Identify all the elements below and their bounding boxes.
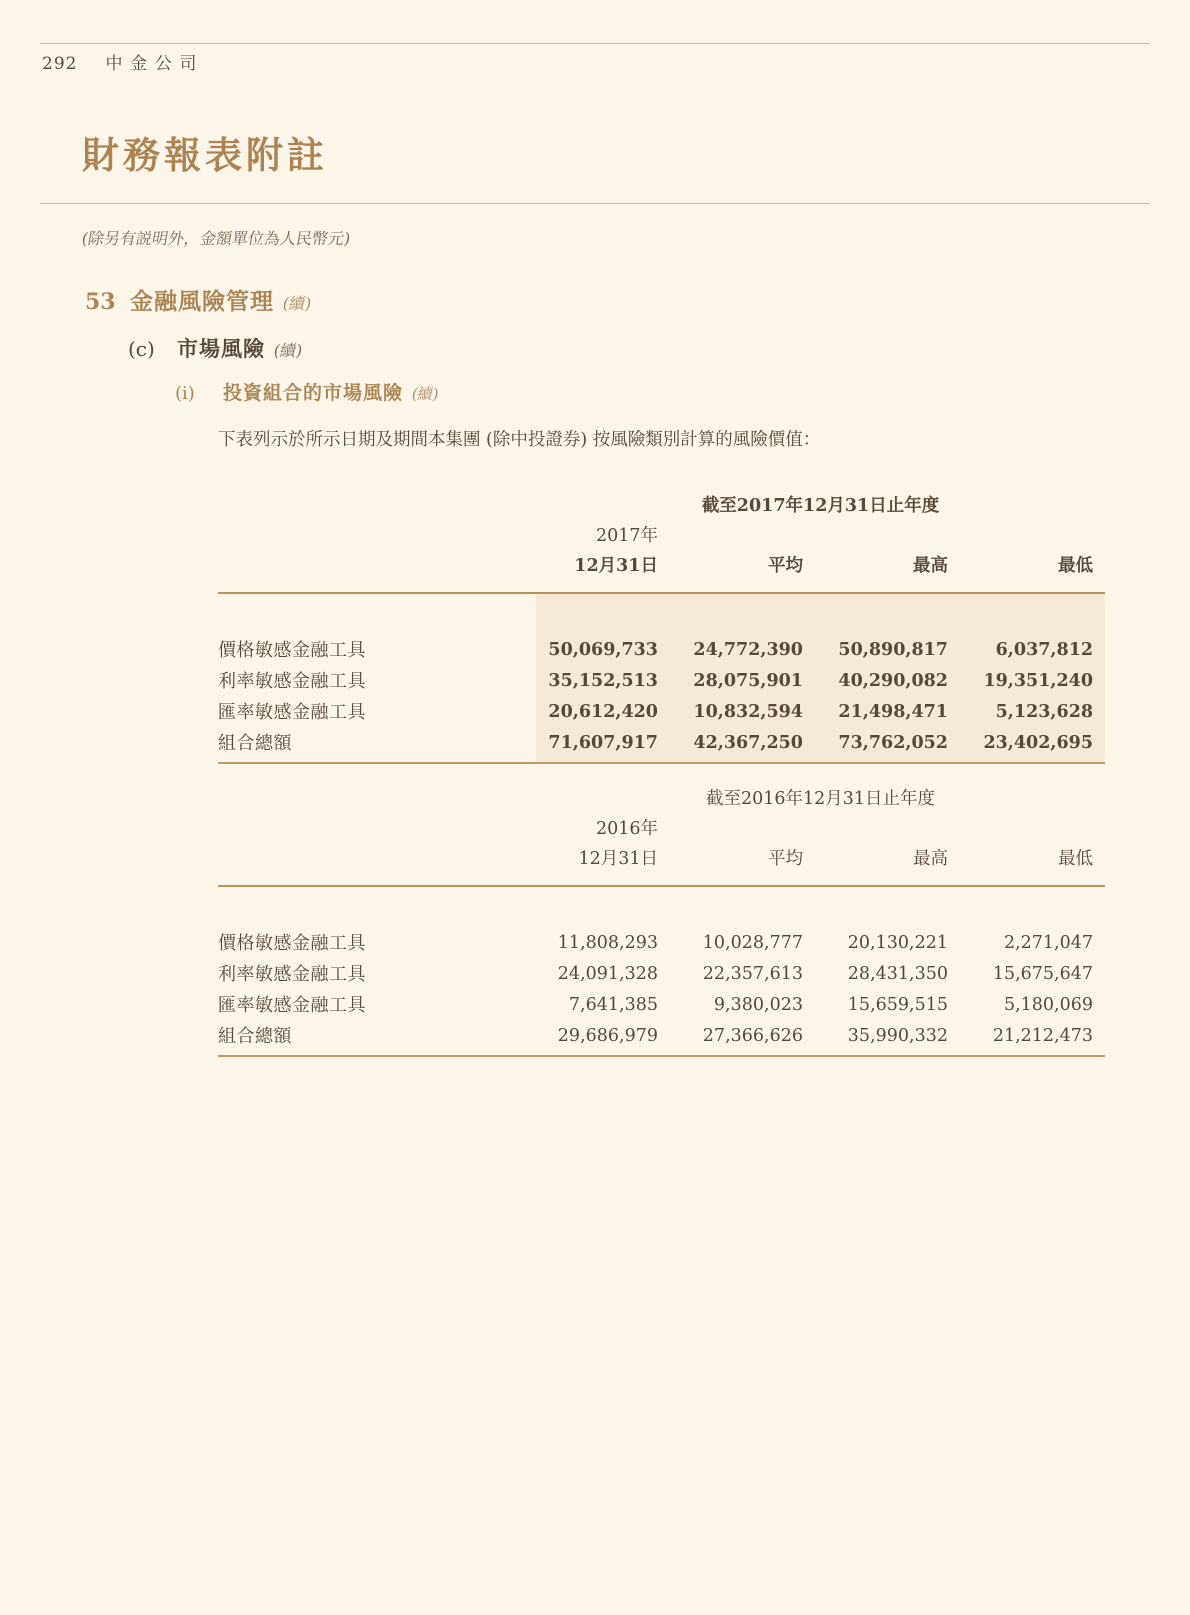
table-row: [218, 635, 1105, 666]
value-cell: 15,675,647: [992, 964, 1094, 984]
section-title: 金融風險管理: [130, 288, 274, 315]
value-cell: 28,075,901: [672, 666, 817, 697]
value-cell: 15,659,515: [847, 995, 948, 1015]
subsection-c-label: (c): [128, 337, 155, 361]
year-row: [218, 521, 1105, 551]
table-row-total: [218, 1021, 1105, 1056]
value-cell: 21,498,471: [817, 697, 962, 728]
table-row-total: [218, 728, 1105, 763]
value-cell: 22,357,613: [702, 964, 803, 984]
continued-marker: (續): [272, 341, 304, 360]
value-cell: 35,152,513: [536, 666, 672, 697]
col-header-lowest: 最低: [962, 551, 1105, 593]
var-table-2017: [218, 491, 1105, 764]
value-cell: 42,367,250: [672, 728, 817, 763]
value-cell: 20,612,420: [536, 697, 672, 728]
col-header-highest: 最高: [817, 551, 962, 593]
row-label: 利率敏感金融工具: [218, 964, 366, 985]
subsection-i-heading: [175, 378, 1190, 405]
row-label: 組合總額: [218, 1021, 536, 1056]
col-header-date: 12月31日: [536, 551, 672, 593]
value-cell: 10,028,777: [702, 933, 803, 953]
intro-paragraph: 下表列示於所示日期及期間本集團 (除中投證券) 按風險類別計算的風險價值：: [218, 430, 821, 450]
value-cell: 50,069,733: [536, 635, 672, 666]
page-title: 財務報表附註: [82, 133, 328, 177]
value-cell: 23,402,695: [962, 728, 1105, 763]
title-band: [40, 75, 1150, 204]
row-label: 匯率敏感金融工具: [218, 702, 366, 723]
value-cell: 19,351,240: [962, 666, 1105, 697]
subsection-i-label: (i): [175, 383, 195, 404]
value-cell: 73,762,052: [817, 728, 962, 763]
value-cell: 35,990,332: [817, 1021, 962, 1056]
table-row: [218, 697, 1105, 728]
subsection-c-title: 市場風險: [177, 336, 265, 361]
period-header-row: [218, 491, 1105, 521]
value-cell: 5,123,628: [962, 697, 1105, 728]
currency-unit-note: (除另有説明外，金額單位為人民幣元): [80, 229, 352, 248]
value-cell: 28,431,350: [847, 964, 948, 984]
column-header-row: [218, 551, 1105, 593]
value-cell: 27,366,626: [672, 1021, 817, 1056]
col-header-year: 2016年: [595, 819, 658, 839]
period-header-2017: 截至2017年12月31日止年度: [701, 496, 940, 516]
row-label: 組合總額: [218, 728, 536, 763]
company-name: 中金公司: [105, 54, 205, 74]
table-row: [218, 959, 1105, 990]
section-53-heading: [85, 283, 1190, 316]
section-number: 53: [85, 289, 116, 315]
page-number: 292: [42, 54, 78, 74]
table-row: [218, 928, 1105, 959]
continued-marker: (續): [281, 294, 313, 313]
value-cell: 71,607,917: [536, 728, 672, 763]
table-row: [218, 990, 1105, 1021]
value-cell: 24,091,328: [557, 964, 658, 984]
col-header-average: 平均: [672, 844, 817, 886]
value-cell: 11,808,293: [557, 933, 658, 953]
period-header-row: [218, 784, 1105, 814]
row-label: 價格敏感金融工具: [218, 640, 366, 661]
value-cell: 2,271,047: [1003, 933, 1094, 953]
value-cell: 5,180,069: [1003, 995, 1094, 1015]
row-label: 匯率敏感金融工具: [218, 995, 366, 1016]
col-header-average: 平均: [672, 551, 817, 593]
var-table-2016: [218, 784, 1105, 1057]
row-label: 價格敏感金融工具: [218, 933, 366, 954]
value-cell: 50,890,817: [817, 635, 962, 666]
col-header-year: 2017年: [595, 526, 658, 546]
value-cell: 29,686,979: [536, 1021, 672, 1056]
value-cell: 24,772,390: [672, 635, 817, 666]
spacer-row: [218, 886, 1105, 928]
col-header-highest: 最高: [817, 844, 962, 886]
value-cell: 21,212,473: [962, 1021, 1105, 1056]
value-cell: 7,641,385: [568, 995, 658, 1015]
column-header-row: [218, 844, 1105, 886]
col-header-lowest: 最低: [962, 844, 1105, 886]
value-cell: 6,037,812: [962, 635, 1105, 666]
continued-marker: (續): [410, 385, 441, 403]
row-label: 利率敏感金融工具: [218, 671, 366, 692]
value-cell: 20,130,221: [847, 933, 948, 953]
running-header: [40, 43, 1150, 75]
subsection-i-title: 投資組合的市場風險: [223, 382, 404, 404]
value-cell: 10,832,594: [672, 697, 817, 728]
table-row: [218, 666, 1105, 697]
year-row: [218, 814, 1105, 844]
spacer-row: [218, 593, 1105, 635]
subsection-c-heading: [128, 333, 1190, 363]
value-cell: 9,380,023: [713, 995, 803, 1015]
col-header-date: 12月31日: [536, 844, 672, 886]
period-header-2016: 截至2016年12月31日止年度: [705, 789, 936, 809]
value-cell: 40,290,082: [817, 666, 962, 697]
